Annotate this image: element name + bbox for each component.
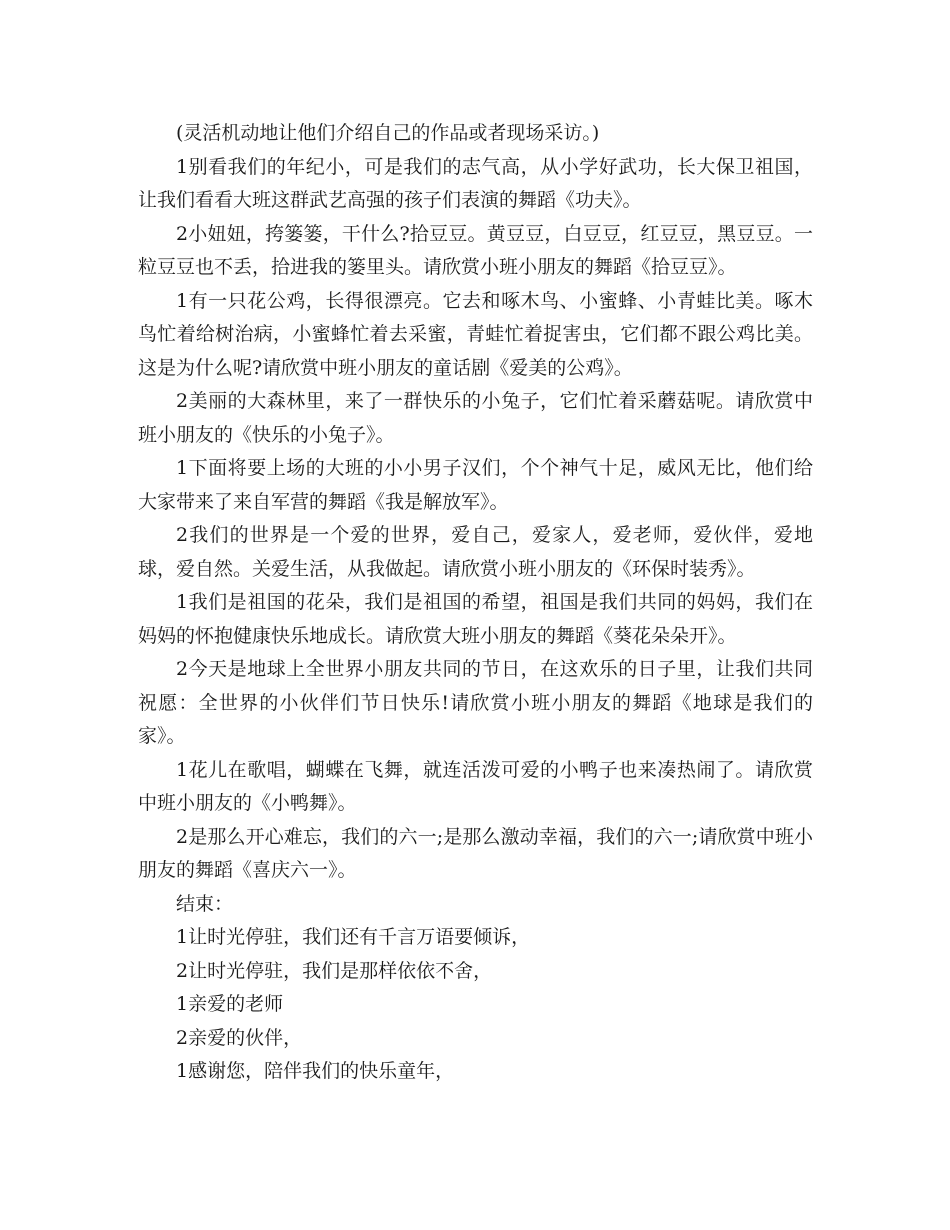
paragraph-kuaile-xiaotuzi: 2美丽的大森林里，来了一群快乐的小兔子，它们忙着采蘑菇呢。请欣赏中班小朋友的《快乐的小兔子》。: [138, 390, 813, 446]
paragraph-huanbao-shizhuang: 2我们的世界是一个爱的世界，爱自己，爱家人，爱老师，爱伙伴，爱地球，爱自然。关爱生活，从我做起。请欣赏小班小朋友的《环保时装秀》。: [138, 524, 813, 580]
paragraph-xiqing-liuyi: 2是那么开心难忘，我们的六一;是那么激动幸福，我们的六一;请欣赏中班小朋友的舞蹈《喜庆六一》。: [138, 825, 813, 881]
paragraph-xiaoya-wu: 1花儿在歌唱，蝴蝶在飞舞，就连活泼可爱的小鸭子也来凑热闹了。请欣赏中班小朋友的《小鸭舞》。: [138, 758, 813, 814]
paragraph-gongfu: 1别看我们的年纪小，可是我们的志气高，从小学好武功，长大保卫祖国，让我们看看大班这群武艺高强的孩子们表演的舞蹈《功夫》。: [138, 155, 813, 211]
paragraph-aimei-gongji: 1有一只花公鸡，长得很漂亮。它去和啄木鸟、小蜜蜂、小青蛙比美。啄木鸟忙着给树治病，小蜜蜂忙着去采蜜，青蛙忙着捉害虫，它们都不跟公鸡比美。这是为什么呢?请欣赏中班小朋友的童话剧《爱美的公鸡》。: [138, 289, 813, 379]
paragraph-ending-line-1: 1让时光停驻，我们还有千言万语要倾诉，: [176, 926, 531, 948]
paragraph-diqiu-jia: 2今天是地球上全世界小朋友共同的节日，在这欢乐的日子里，让我们共同祝愿：全世界的小伙伴们节日快乐!请欣赏小班小朋友的舞蹈《地球是我们的家》。: [138, 658, 813, 747]
document-body: [138, 117, 813, 1089]
paragraph-shidoudou: 2小妞妞，挎篓篓，干什么?拾豆豆。黄豆豆，白豆豆，红豆豆，黑豆豆。一粒豆豆也不丢，拾进我的篓里头。请欣赏小班小朋友的舞蹈《拾豆豆》。: [138, 222, 813, 278]
paragraph-intro-note: (灵活机动地让他们介绍自己的作品或者现场采访。): [176, 122, 600, 144]
paragraph-ending-line-5: 1感谢您，陪伴我们的快乐童年，: [176, 1060, 455, 1082]
paragraph-ending-line-4: 2亲爱的伙伴，: [176, 1026, 303, 1049]
paragraph-jiefangjun: 1下面将要上场的大班的小小男子汉们，个个神气十足，威风无比，他们给大家带来了来自军营的舞蹈《我是解放军》。: [138, 457, 813, 513]
paragraph-ending-line-3: 1亲爱的老师: [176, 993, 284, 1015]
paragraph-ending-heading: 结束：: [176, 892, 234, 915]
paragraph-ending-line-2: 2让时光停驻，我们是那样依依不舍，: [176, 959, 493, 982]
paragraph-kuihua: 1我们是祖国的花朵，我们是祖国的希望，祖国是我们共同的妈妈，我们在妈妈的怀抱健康快乐地成长。请欣赏大班小朋友的舞蹈《葵花朵朵开》。: [138, 591, 813, 647]
